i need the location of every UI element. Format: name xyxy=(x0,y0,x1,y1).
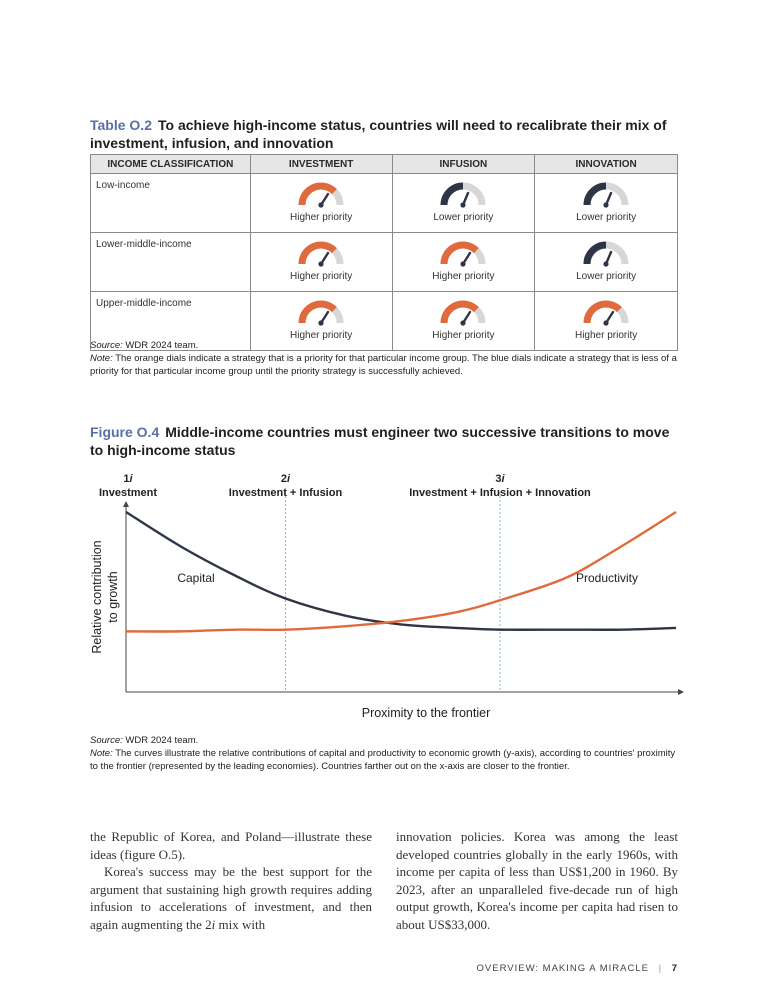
table-title: To achieve high-income status, countries will need to recalibrate their mix of investment, infusion, and innovation xyxy=(90,117,667,151)
header-infusion: INFUSION xyxy=(392,155,535,174)
row-label: Upper-middle-income xyxy=(91,292,251,351)
table-label: Table O.2 xyxy=(90,117,152,133)
priority-label: Lower priority xyxy=(576,212,637,223)
dial-hub xyxy=(604,202,609,207)
priority-label: Lower priority xyxy=(433,212,494,223)
dial-cell xyxy=(535,233,677,285)
figure-source: Source: WDR 2024 team. xyxy=(90,735,199,746)
dial-cell xyxy=(393,233,535,285)
dial-fill xyxy=(587,304,619,323)
priority-label: Higher priority xyxy=(290,271,353,282)
priority-label: Higher priority xyxy=(290,330,353,341)
table-row xyxy=(91,233,678,292)
header-income-classification: INCOME CLASSIFICATION xyxy=(91,155,251,174)
line-chart xyxy=(0,462,768,730)
dial-fill xyxy=(444,304,476,323)
table-source: Source: WDR 2024 team. xyxy=(90,340,199,351)
priority-label: Higher priority xyxy=(432,330,495,341)
dial-hub xyxy=(319,320,324,325)
table-notes xyxy=(90,339,680,378)
running-footer xyxy=(477,963,678,974)
dial-fill xyxy=(587,186,606,205)
phase-label: Investment + Infusion + Innovation xyxy=(409,487,591,499)
dial-cell xyxy=(535,174,677,226)
body-paragraph: the Republic of Korea, and Poland—illustrate these ideas (figure O.5). xyxy=(90,829,372,862)
gauge-dial-icon xyxy=(439,179,487,209)
dial-fill xyxy=(444,245,476,264)
figure-note: Note: The curves illustrate the relative contributions of capital and productivity to economic growth (y-axis), according to countries' proximity to the frontier (represented by the leading economies). Countries farther out on the x-axis are closer to the frontier. xyxy=(90,748,676,772)
page-number: 7 xyxy=(671,963,678,974)
figure-caption xyxy=(90,423,680,459)
dial-fill xyxy=(302,304,334,323)
gauge-dial-icon xyxy=(439,297,487,327)
dial-cell xyxy=(535,292,677,344)
dial-hub xyxy=(319,202,324,207)
phase-number: 2i xyxy=(280,473,291,485)
footer-divider: | xyxy=(658,963,663,974)
phase-number: 1i xyxy=(123,473,133,485)
gauge-dial-icon xyxy=(582,179,630,209)
priority-label: Higher priority xyxy=(574,330,638,341)
dial-fill xyxy=(444,186,463,205)
header-investment: INVESTMENT xyxy=(250,155,392,174)
gauge-dial-icon xyxy=(582,297,630,327)
table-note: Note: The orange dials indicate a strategy that is a priority for that particular income group. The blue dials indicate a strategy that is less of a priority for that particular income group until the priority strategy is successfully achieved. xyxy=(90,353,677,377)
gauge-dial-icon xyxy=(582,238,630,268)
priority-label: Higher priority xyxy=(432,271,495,282)
phase-label: Investment + Infusion xyxy=(228,487,343,499)
body-column-right xyxy=(396,828,678,933)
body-paragraph: innovation policies. Korea was among the least developed countries globally in the early 1960s, with income per capita of less than US$1,200 in 1960. By 2023, after an unparalleled five-decade run of high output growth, Korea's income per capita had risen to about US$33,000. xyxy=(396,829,678,932)
gauge-dial-icon xyxy=(439,238,487,268)
figure-title: Middle-income countries must engineer two successive transitions to move to high-income status xyxy=(90,424,670,458)
dial-cell xyxy=(393,292,535,344)
x-axis-label: Proximity to the frontier xyxy=(361,706,491,720)
y-axis-label-line2: to growth xyxy=(106,571,120,623)
series-label-productivity: Productivity xyxy=(575,571,639,585)
x-axis-arrow xyxy=(678,689,684,695)
dial-fill xyxy=(302,186,334,205)
figure-label: Figure O.4 xyxy=(90,424,160,440)
gauge-dial-icon xyxy=(297,238,345,268)
dial-hub xyxy=(461,261,466,266)
dial-hub xyxy=(461,202,466,207)
priority-table xyxy=(90,154,678,351)
body-paragraph: Korea's success may be the best support for the argument that sustaining high growth requires adding infusion to accelerations of investment, and then again augmenting the 2i mix with xyxy=(90,864,372,932)
phase-number: 3i xyxy=(495,473,505,485)
dial-fill xyxy=(587,245,606,264)
running-head: OVERVIEW: MAKING A MIRACLE xyxy=(476,963,649,974)
phase-label: Investment xyxy=(98,487,158,499)
dial-cell xyxy=(251,233,392,285)
table-row xyxy=(91,174,678,233)
body-column-left xyxy=(90,828,372,933)
dial-cell xyxy=(251,292,392,344)
priority-label: Lower priority xyxy=(576,271,637,282)
dial-cell xyxy=(393,174,535,226)
y-axis-label-line1: Relative contribution xyxy=(90,540,104,654)
priority-label: Higher priority xyxy=(290,212,353,223)
gauge-dial-icon xyxy=(297,179,345,209)
dial-hub xyxy=(461,320,466,325)
dial-hub xyxy=(319,261,324,266)
series-label-capital: Capital xyxy=(177,571,215,585)
y-axis-arrow xyxy=(123,501,129,507)
row-label: Lower-middle-income xyxy=(91,233,251,292)
figure-notes xyxy=(90,734,680,773)
header-innovation: INNOVATION xyxy=(535,155,678,174)
row-label: Low-income xyxy=(91,174,251,233)
dial-fill xyxy=(302,245,334,264)
gauge-dial-icon xyxy=(297,297,345,327)
dial-hub xyxy=(604,320,609,325)
table-caption xyxy=(90,116,680,152)
table-header-row xyxy=(91,155,678,174)
dial-cell xyxy=(251,174,392,226)
dial-hub xyxy=(604,261,609,266)
